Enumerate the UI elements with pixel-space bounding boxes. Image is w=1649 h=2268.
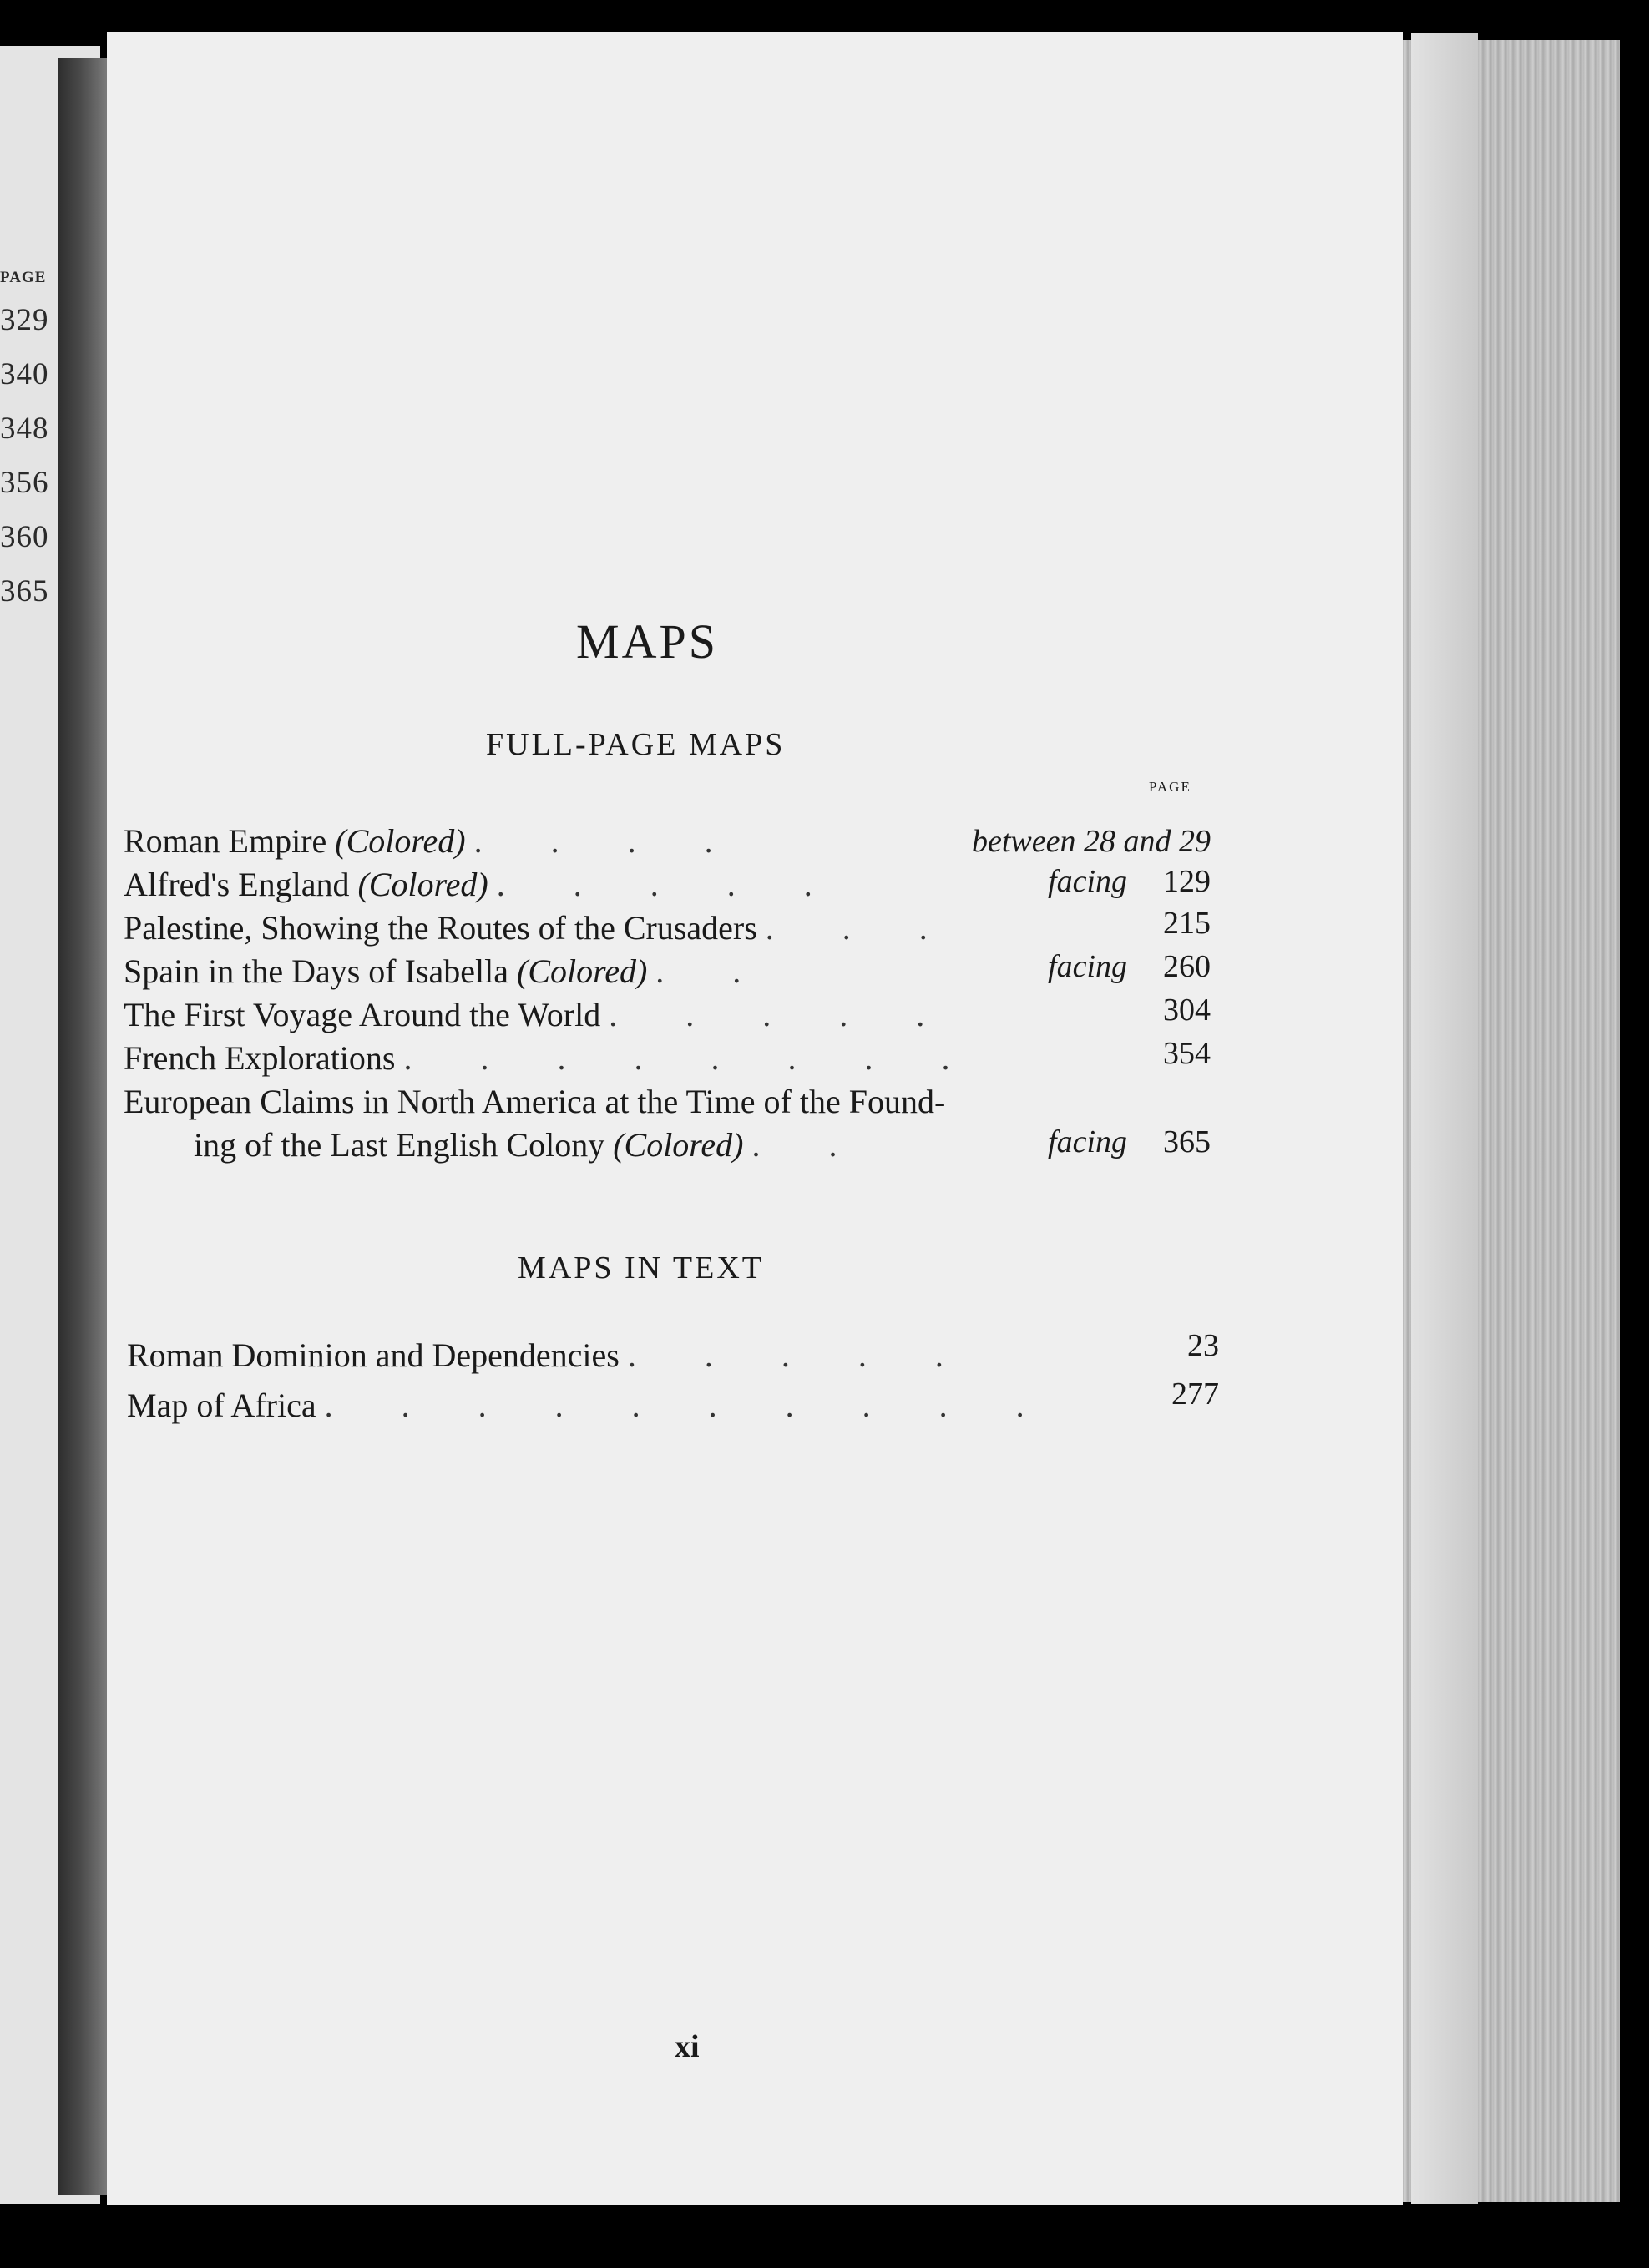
leader-dots: . . <box>751 1126 867 1164</box>
entry-title: European Claims in North America at the Time of the Found- <box>124 1083 946 1120</box>
leader-dots: . . . . . <box>609 996 955 1033</box>
page-column-label: PAGE <box>1149 779 1191 795</box>
left-page-number: 340 <box>0 357 49 391</box>
entry-title: Roman Empire <box>124 822 327 860</box>
left-page-number: 329 <box>0 303 49 337</box>
entry-note: (Colored) <box>357 866 488 903</box>
left-page-number: 365 <box>0 574 49 609</box>
entry-note: (Colored) <box>517 952 648 990</box>
entry-page-number: 215 <box>1163 906 1211 941</box>
entry-page-number: 129 <box>1163 864 1211 899</box>
entry-page-number: 354 <box>1163 1036 1211 1071</box>
entry-title: Spain in the Days of Isabella <box>124 952 508 990</box>
entry-note: (Colored) <box>613 1126 744 1164</box>
entry-page-number: 304 <box>1163 993 1211 1028</box>
entry-title: The First Voyage Around the World <box>124 996 601 1033</box>
entry-page-note: between 28 and 29 <box>971 824 1211 859</box>
section-heading-maps-in-text: MAPS IN TEXT <box>518 1250 764 1286</box>
entry-page-note: facing <box>1048 1124 1127 1159</box>
page-title: MAPS <box>576 614 718 669</box>
entry-page-note: facing <box>1048 864 1127 899</box>
entry-title: Roman Dominion and Dependencies <box>127 1336 620 1374</box>
entry-note: (Colored) <box>335 822 466 860</box>
entry-title: Alfred's England <box>124 866 350 903</box>
entry-page-number: 260 <box>1163 949 1211 984</box>
entry-page-number: 277 <box>1171 1376 1219 1412</box>
left-page-column-label: PAGE <box>0 269 47 286</box>
entry-page-number: 23 <box>1187 1328 1219 1363</box>
entry-title: Map of Africa <box>127 1387 316 1424</box>
left-page-number: 348 <box>0 412 49 446</box>
entry-title: French Explorations <box>124 1039 396 1077</box>
left-page-number: 360 <box>0 520 49 554</box>
page-folio: xi <box>675 2029 700 2064</box>
entry-page-number: 365 <box>1163 1124 1211 1159</box>
entry-page-note: facing <box>1048 949 1127 984</box>
leader-dots: . . . . . <box>496 866 842 903</box>
leader-dots: . . . <box>765 909 958 947</box>
book-gutter <box>58 58 107 2195</box>
entry-title: Palestine, Showing the Routes of the Crusaders <box>124 909 757 947</box>
page-edge-shadow <box>1411 33 1478 2204</box>
leader-dots: . . <box>655 952 771 990</box>
entry-title-continuation: ing of the Last English Colony <box>194 1126 605 1164</box>
leader-dots: . . . . . . . . <box>403 1039 980 1077</box>
left-page-number: 356 <box>0 466 49 500</box>
leader-dots: . . . . . <box>627 1336 974 1374</box>
leader-dots: . . . . <box>473 822 743 860</box>
list-item <box>124 1082 1209 1122</box>
leader-dots: . . . . . . . . . . <box>324 1387 1055 1424</box>
section-heading-full-page-maps: FULL-PAGE MAPS <box>486 727 786 762</box>
